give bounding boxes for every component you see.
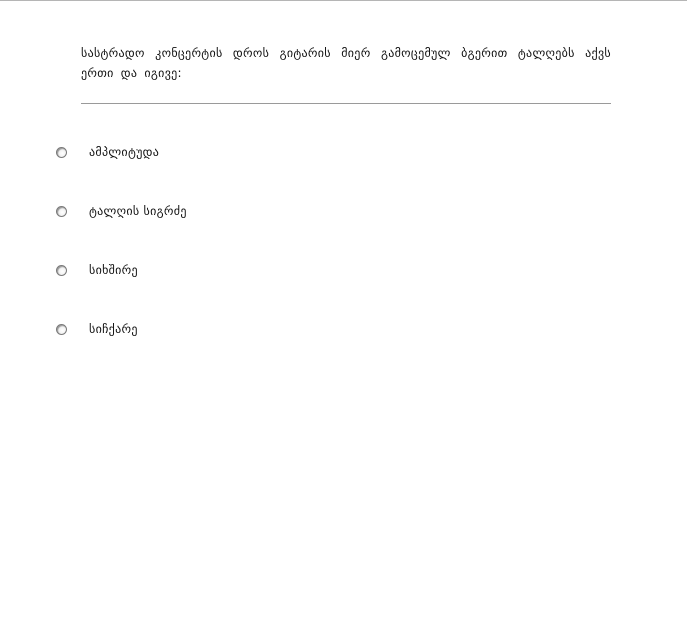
answer-option-2[interactable] xyxy=(56,202,187,220)
answer-label[interactable]: სიჩქარე xyxy=(89,322,138,336)
answer-label[interactable]: ტალღის სიგრძე xyxy=(89,204,187,218)
question-text: სასტრადო კონცერტის დროს გიტარის მიერ გამოცემულ ბგერით ტალღებს აქვს ერთი და იგივე: xyxy=(81,46,611,80)
answer-label[interactable]: სიხშირე xyxy=(89,263,138,277)
radio-button[interactable] xyxy=(56,324,67,335)
answer-option-3[interactable] xyxy=(56,261,138,279)
answer-option-1[interactable] xyxy=(56,143,159,161)
radio-button[interactable] xyxy=(56,265,67,276)
answer-option-4[interactable] xyxy=(56,320,138,338)
question-divider xyxy=(81,103,611,104)
radio-button[interactable] xyxy=(56,147,67,158)
answer-label[interactable]: ამპლიტუდა xyxy=(89,145,160,159)
radio-button[interactable] xyxy=(56,206,67,217)
top-border xyxy=(0,0,687,1)
